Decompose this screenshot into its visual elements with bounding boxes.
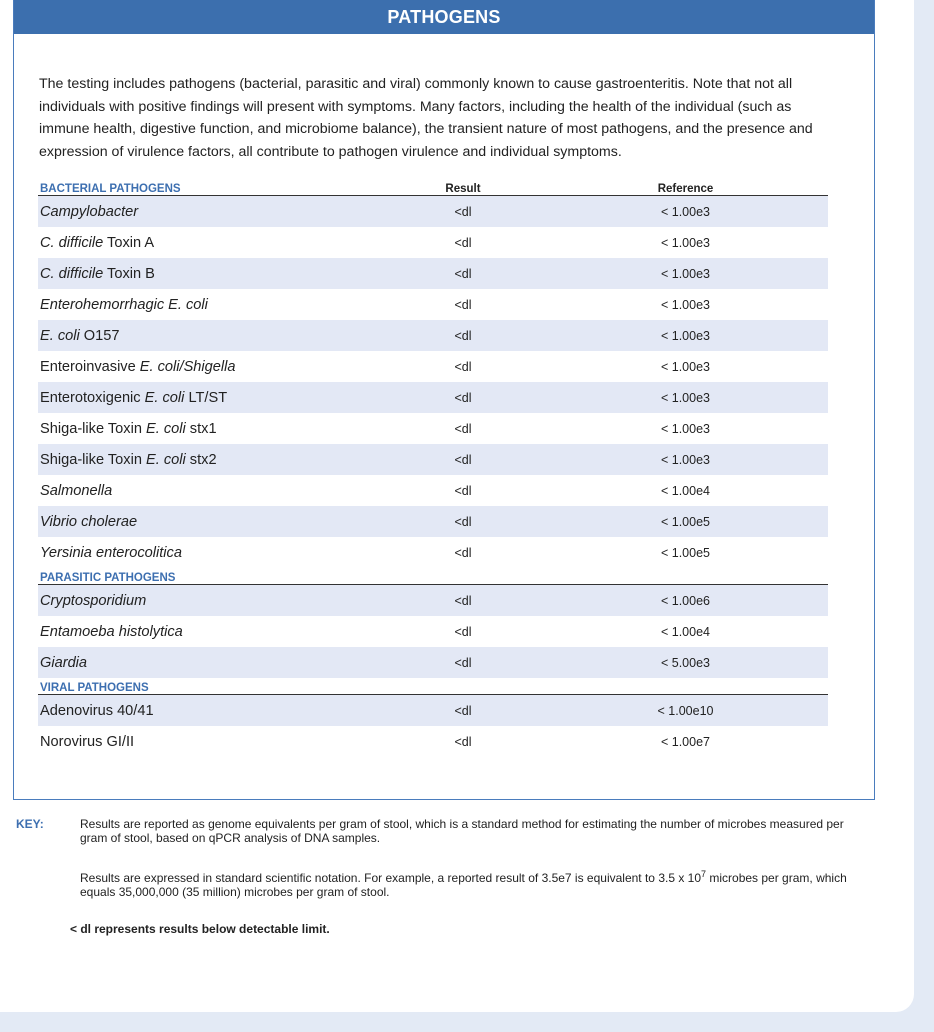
table-row <box>38 726 828 757</box>
pathogen-name-prefix: Enterotoxigenic <box>40 389 145 406</box>
pathogen-name <box>38 382 383 413</box>
pathogen-name <box>38 475 383 506</box>
reference-value: < 1.00e6 <box>543 585 828 617</box>
pathogen-name-italic: Campylobacter <box>40 203 139 220</box>
pathogen-name-italic: Giardia <box>40 654 88 671</box>
result-value: <dl <box>383 444 543 475</box>
table-row <box>38 616 828 647</box>
pathogen-name-italic: E. coli/Shigella <box>139 358 236 375</box>
reference-value: < 1.00e3 <box>543 382 828 413</box>
result-value: <dl <box>383 585 543 617</box>
result-value: <dl <box>454 297 472 312</box>
section-header-parasitic <box>38 568 828 585</box>
reference-value: < 1.00e10 <box>543 695 828 727</box>
pathogen-name <box>38 506 383 537</box>
pathogen-name-italic: E. coli <box>40 327 80 344</box>
pathogen-name-prefix: Adenovirus 40/41 <box>40 702 154 719</box>
pathogen-name <box>38 413 383 444</box>
reference-value: < 1.00e4 <box>660 624 710 639</box>
pathogen-name-italic: Vibrio cholerae <box>40 513 138 530</box>
table-row <box>38 196 828 228</box>
result-value: <dl <box>454 359 472 374</box>
pathogen-name-prefix: Shiga-like Toxin <box>40 451 146 468</box>
table-row <box>38 585 828 617</box>
key-label: KEY: <box>16 817 44 831</box>
result-value: <dl <box>383 196 543 228</box>
pathogen-name <box>38 227 383 258</box>
reference-value: < 1.00e5 <box>660 545 710 560</box>
pathogen-name-prefix: Norovirus GI/II <box>40 733 135 750</box>
section-header-bacterial <box>38 179 828 196</box>
result-value: <dl <box>383 258 543 289</box>
pathogen-name <box>38 647 383 678</box>
reference-value: < 1.00e3 <box>543 320 828 351</box>
exponent: 7 <box>701 869 707 879</box>
table-row <box>38 537 828 568</box>
section-title-bacterial: BACTERIAL PATHOGENS <box>38 179 383 196</box>
result-column-header <box>383 568 543 585</box>
pathogen-name <box>38 537 383 568</box>
key-paragraph-2 <box>80 867 860 899</box>
pathogen-name-suffix: stx2 <box>185 451 217 468</box>
pathogen-name <box>38 196 383 228</box>
reference-value: < 1.00e3 <box>660 235 710 250</box>
reference-value: < 1.00e3 <box>660 359 710 374</box>
detection-limit-note: < dl represents results below detectable limit. <box>70 922 330 936</box>
result-value: <dl <box>454 624 472 639</box>
pathogen-name <box>38 320 383 351</box>
section-title: PATHOGENS <box>14 0 874 34</box>
result-value: <dl <box>383 320 543 351</box>
reference-value: < 1.00e3 <box>660 421 710 436</box>
pathogen-name <box>38 726 383 757</box>
pathogen-name-italic: Yersinia enterocolitica <box>40 544 182 561</box>
table-row <box>38 258 828 289</box>
pathogen-name-italic: Cryptosporidium <box>40 592 147 609</box>
key-paragraph-2-a: Results are expressed in standard scientific notation. For example, a reported result of 3.5e7 is equivalent to 3.5 x 10 <box>80 871 702 885</box>
result-value: <dl <box>454 421 472 436</box>
result-value: <dl <box>454 483 472 498</box>
table-row <box>38 647 828 678</box>
pathogen-name-italic: E. coli <box>144 389 185 406</box>
pathogen-name <box>38 616 383 647</box>
table-row <box>38 475 828 506</box>
pathogen-name <box>38 258 383 289</box>
table-row <box>38 227 828 258</box>
section-title-parasitic: PARASITIC PATHOGENS <box>38 568 383 585</box>
pathogen-name <box>38 585 383 617</box>
pathogen-name <box>38 289 383 320</box>
pathogen-name-italic: E. coli <box>146 420 186 437</box>
table-row <box>38 444 828 475</box>
table-row <box>38 413 828 444</box>
table-row <box>38 320 828 351</box>
result-value: <dl <box>454 734 472 749</box>
pathogen-name-italic: E. coli <box>146 451 186 468</box>
pathogen-name <box>38 351 383 382</box>
pathogen-name-suffix: Toxin A <box>103 234 155 251</box>
reference-value: < 1.00e7 <box>660 734 710 749</box>
section-header-viral <box>38 678 828 695</box>
reference-value: < 5.00e3 <box>543 647 828 678</box>
result-value: <dl <box>454 545 472 560</box>
reference-value: < 1.00e3 <box>543 196 828 228</box>
table-row <box>38 695 828 727</box>
result-value: <dl <box>454 235 472 250</box>
result-value: <dl <box>383 695 543 727</box>
pathogen-name <box>38 695 383 727</box>
pathogen-name-italic: Entamoeba histolytica <box>40 623 183 640</box>
table-row <box>38 506 828 537</box>
pathogen-name-suffix: LT/ST <box>184 389 228 406</box>
result-column-header: Result <box>383 179 543 196</box>
result-value: <dl <box>383 506 543 537</box>
pathogens-table <box>38 179 828 757</box>
intro-text: The testing includes pathogens (bacterial, parasitic and viral) commonly known to cause gastroenteritis. Note that not all individuals with positive findings will present with symptoms. Many factors, including the health of the individual (such as immune health, digestive function, and microbiome balance), the transient nature of most pathogens, and the presence and expression of virulence factors, all contribute to pathogen virulence and individual symptoms. <box>39 76 813 160</box>
reference-value: < 1.00e4 <box>660 483 710 498</box>
table-row <box>38 382 828 413</box>
reference-column-header <box>543 568 828 585</box>
pathogen-name-italic: C. difficile <box>40 234 104 251</box>
section-title-viral: VIRAL PATHOGENS <box>38 678 383 695</box>
key-paragraph-1: Results are reported as genome equivalents per gram of stool, which is a standard method for estimating the number of microbes measured per gram of stool, based on qPCR analysis of DNA samples. <box>80 817 844 845</box>
pathogen-name-italic: Enterohemorrhagic E. coli <box>40 296 208 313</box>
pathogen-name-suffix: Toxin B <box>103 265 155 282</box>
reference-value: < 1.00e3 <box>543 258 828 289</box>
table-row <box>38 351 828 382</box>
result-column-header <box>383 678 543 695</box>
result-value: <dl <box>383 647 543 678</box>
result-value: <dl <box>383 382 543 413</box>
reference-value: < 1.00e5 <box>543 506 828 537</box>
reference-column-header: Reference <box>543 179 828 196</box>
reference-column-header <box>543 678 828 695</box>
table-row <box>38 289 828 320</box>
pathogen-name-suffix: O157 <box>79 327 120 344</box>
pathogen-name-italic: C. difficile <box>40 265 104 282</box>
pathogen-name-prefix: Shiga-like Toxin <box>40 420 146 437</box>
reference-value: < 1.00e3 <box>543 444 828 475</box>
pathogen-name <box>38 444 383 475</box>
reference-value: < 1.00e3 <box>660 297 710 312</box>
key-paragraph-2-b: microbes per gram, which equals 35,000,000 (35 million) microbes per gram of stool. <box>80 871 847 899</box>
pathogen-name-prefix: Enteroinvasive <box>40 358 140 375</box>
pathogen-name-suffix: stx1 <box>185 420 217 437</box>
pathogen-name-italic: Salmonella <box>40 482 113 499</box>
